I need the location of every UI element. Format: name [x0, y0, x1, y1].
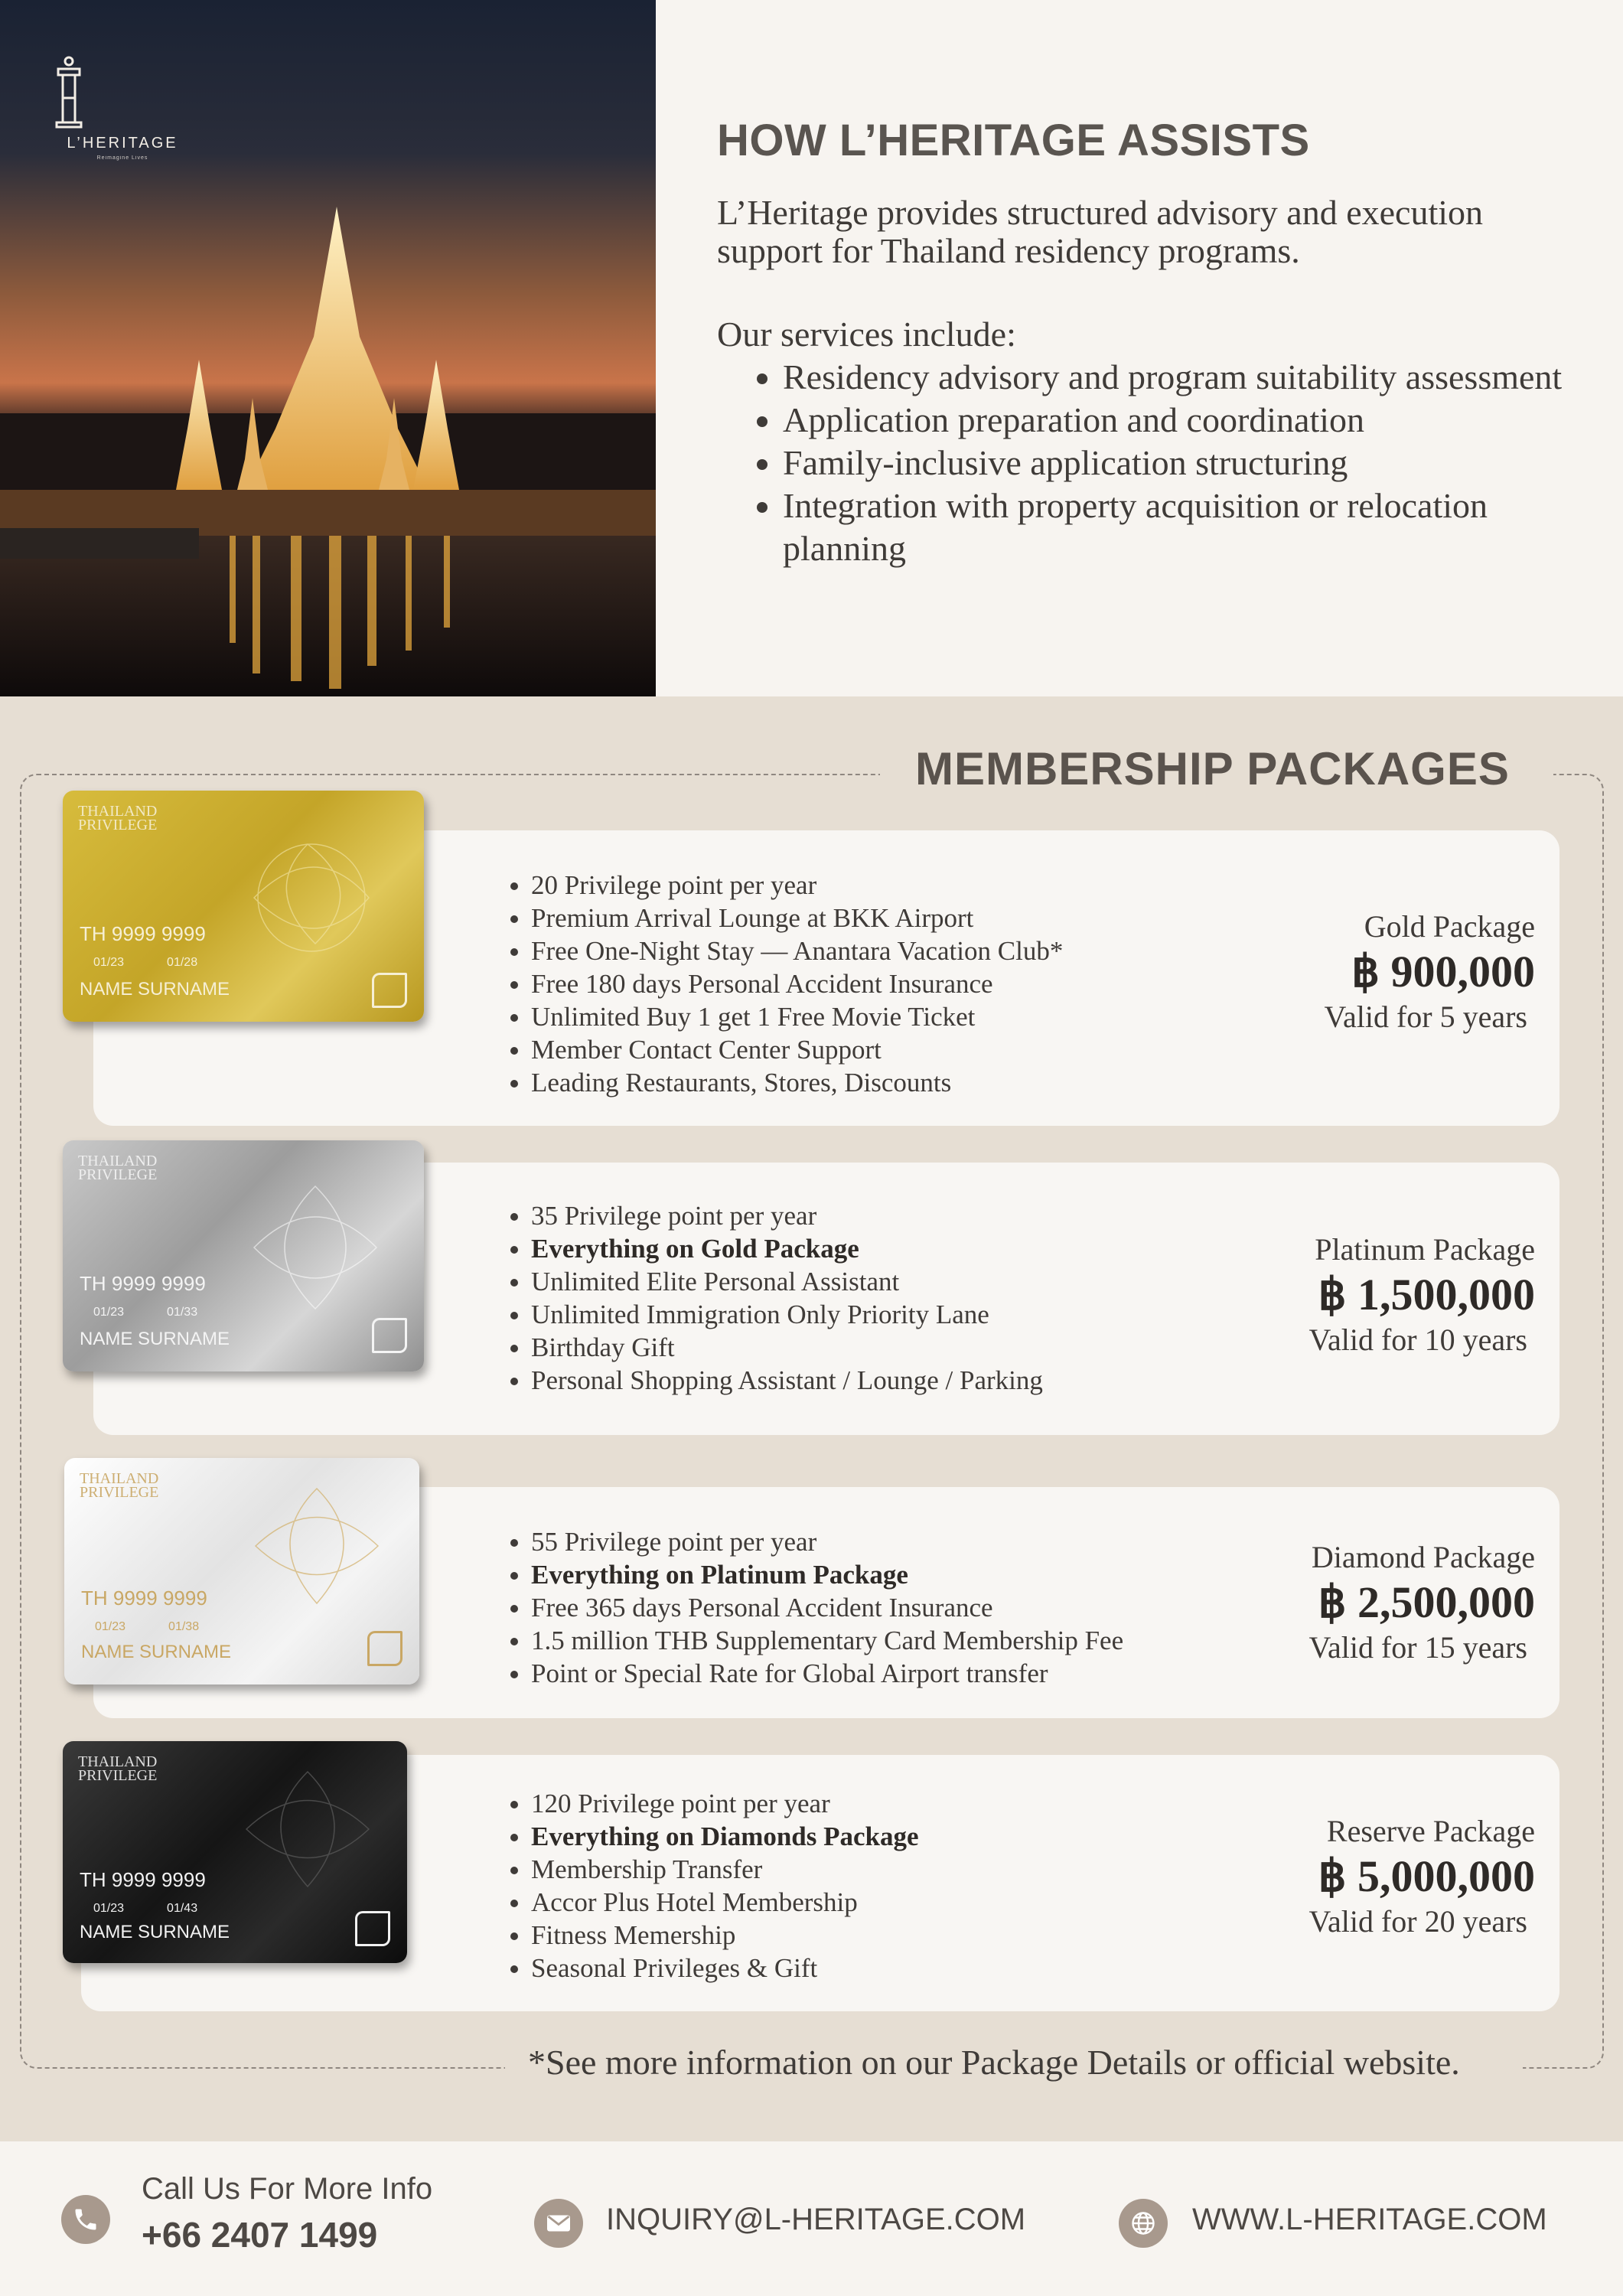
card-dates: 01/23 01/28 [93, 956, 198, 969]
list-item: • Unlimited Buy 1 get 1 Free Movie Ticket [531, 1000, 1063, 1033]
list-item: • Seasonal Privileges & Gift [531, 1952, 919, 1985]
package-price: ฿ 2,500,000 [1318, 1577, 1535, 1627]
gold-price-block [1325, 908, 1535, 1035]
diamond-price-block [1309, 1539, 1535, 1666]
list-item: • Free 365 days Personal Accident Insurance [531, 1591, 1123, 1624]
mail-icon [534, 2199, 583, 2248]
brand-tagline: Reimagine Lives [96, 155, 148, 161]
reserve-features [508, 1787, 919, 1985]
list-item: • Leading Restaurants, Stores, Discounts [531, 1066, 1063, 1099]
card-number: TH 9999 9999 [80, 922, 206, 945]
services-intro: Our services include: [717, 315, 1016, 354]
services-list [717, 356, 1574, 570]
package-name: Gold Package [1364, 909, 1535, 944]
reserve-card [63, 1741, 407, 1963]
package-price: ฿ 5,000,000 [1318, 1851, 1535, 1901]
list-item: • 35 Privilege point per year [531, 1199, 1043, 1232]
list-item: • Free 180 days Personal Accident Insurance [531, 967, 1063, 1000]
card-dates: 01/23 01/33 [93, 1306, 198, 1319]
card-holder: NAME SURNAME [80, 979, 230, 1000]
card-brand: THAILAND PRIVILEGE [80, 1470, 159, 1501]
list-item: • Birthday Gift [531, 1331, 1043, 1364]
card-number: TH 9999 9999 [81, 1587, 207, 1609]
gold-card [63, 791, 424, 1022]
list-item: • 20 Privilege point per year [531, 869, 1063, 902]
diamond-card [64, 1458, 419, 1684]
list-item: • Fitness Memership [531, 1919, 919, 1952]
list-item: • Residency advisory and program suitability assessment [783, 356, 1574, 399]
card-brand: THAILAND PRIVILEGE [78, 1753, 158, 1784]
package-name: Platinum Package [1315, 1232, 1535, 1267]
assist-heading: HOW L’HERITAGE ASSISTS [717, 116, 1310, 165]
card-brand: THAILAND PRIVILEGE [78, 803, 158, 833]
brand-logo [54, 54, 191, 161]
phone-icon [61, 2195, 110, 2244]
list-item: • Unlimited Elite Personal Assistant [531, 1265, 1043, 1298]
list-item: • Integration with property acquisition or relocation planning [783, 484, 1574, 570]
list-item: • Everything on Gold Package [531, 1232, 1043, 1265]
temple-photo [0, 0, 656, 696]
card-holder: NAME SURNAME [80, 1329, 230, 1349]
list-item: • Everything on Diamonds Package [531, 1820, 919, 1853]
platinum-features [508, 1199, 1043, 1397]
package-validity: Valid for 15 years [1309, 1630, 1527, 1665]
email-link[interactable]: INQUIRY@L-HERITAGE.COM [606, 2203, 1026, 2236]
package-validity: Valid for 20 years [1309, 1904, 1527, 1939]
card-number: TH 9999 9999 [80, 1272, 206, 1295]
membership-heading: MEMBERSHIP PACKAGES [903, 742, 1522, 795]
list-item: • Accor Plus Hotel Membership [531, 1886, 919, 1919]
brand-name: L’HERITAGE [67, 135, 178, 152]
card-logo-icon [372, 1318, 407, 1353]
card-logo-icon [367, 1631, 402, 1666]
list-item: • Premium Arrival Lounge at BKK Airport [531, 902, 1063, 934]
pillar-logo-icon [54, 54, 84, 130]
assist-panel [717, 115, 1574, 570]
card-number: TH 9999 9999 [80, 1868, 206, 1891]
card-logo-icon [355, 1911, 390, 1946]
list-item: • Member Contact Center Support [531, 1033, 1063, 1066]
membership-footnote: *See more information on our Package Details or official website. [528, 2043, 1460, 2082]
card-holder: NAME SURNAME [81, 1642, 232, 1662]
card-holder: NAME SURNAME [80, 1922, 230, 1942]
website-link[interactable]: WWW.L-HERITAGE.COM [1192, 2203, 1547, 2236]
platinum-card [63, 1140, 424, 1371]
package-validity: Valid for 10 years [1309, 1322, 1527, 1357]
list-item: • Application preparation and coordination [783, 399, 1574, 442]
package-name: Reserve Package [1326, 1814, 1535, 1848]
assist-lead: L’Heritage provides structured advisory and execution support for Thailand residency programs. [717, 193, 1484, 270]
reserve-price-block [1309, 1813, 1535, 1940]
card-dates: 01/23 01/43 [93, 1902, 198, 1915]
card-logo-icon [372, 973, 407, 1008]
package-price: ฿ 900,000 [1351, 947, 1535, 996]
card-brand: THAILAND PRIVILEGE [78, 1153, 158, 1183]
list-item: • Free One-Night Stay — Anantara Vacation Club* [531, 934, 1063, 967]
list-item: • Membership Transfer [531, 1853, 919, 1886]
list-item: • 120 Privilege point per year [531, 1787, 919, 1820]
package-name: Diamond Package [1311, 1540, 1535, 1574]
list-item: • Family-inclusive application structuring [783, 442, 1574, 484]
intro-section [0, 0, 1623, 696]
list-item: • 55 Privilege point per year [531, 1525, 1123, 1558]
phone-number[interactable]: +66 2407 1499 [142, 2215, 378, 2255]
package-price: ฿ 1,500,000 [1318, 1270, 1535, 1319]
package-validity: Valid for 5 years [1324, 1000, 1527, 1034]
list-item: • Everything on Platinum Package [531, 1558, 1123, 1591]
card-dates: 01/23 01/38 [95, 1620, 200, 1633]
diamond-features [508, 1525, 1123, 1690]
call-label: Call Us For More Info [142, 2172, 433, 2206]
list-item: • Personal Shopping Assistant / Lounge / Parking [531, 1364, 1043, 1397]
gold-features [508, 869, 1063, 1099]
list-item: • Point or Special Rate for Global Airport transfer [531, 1657, 1123, 1690]
list-item: • 1.5 million THB Supplementary Card Membership Fee [531, 1624, 1123, 1657]
globe-icon [1119, 2199, 1168, 2248]
list-item: • Unlimited Immigration Only Priority Lane [531, 1298, 1043, 1331]
platinum-price-block [1309, 1231, 1535, 1358]
